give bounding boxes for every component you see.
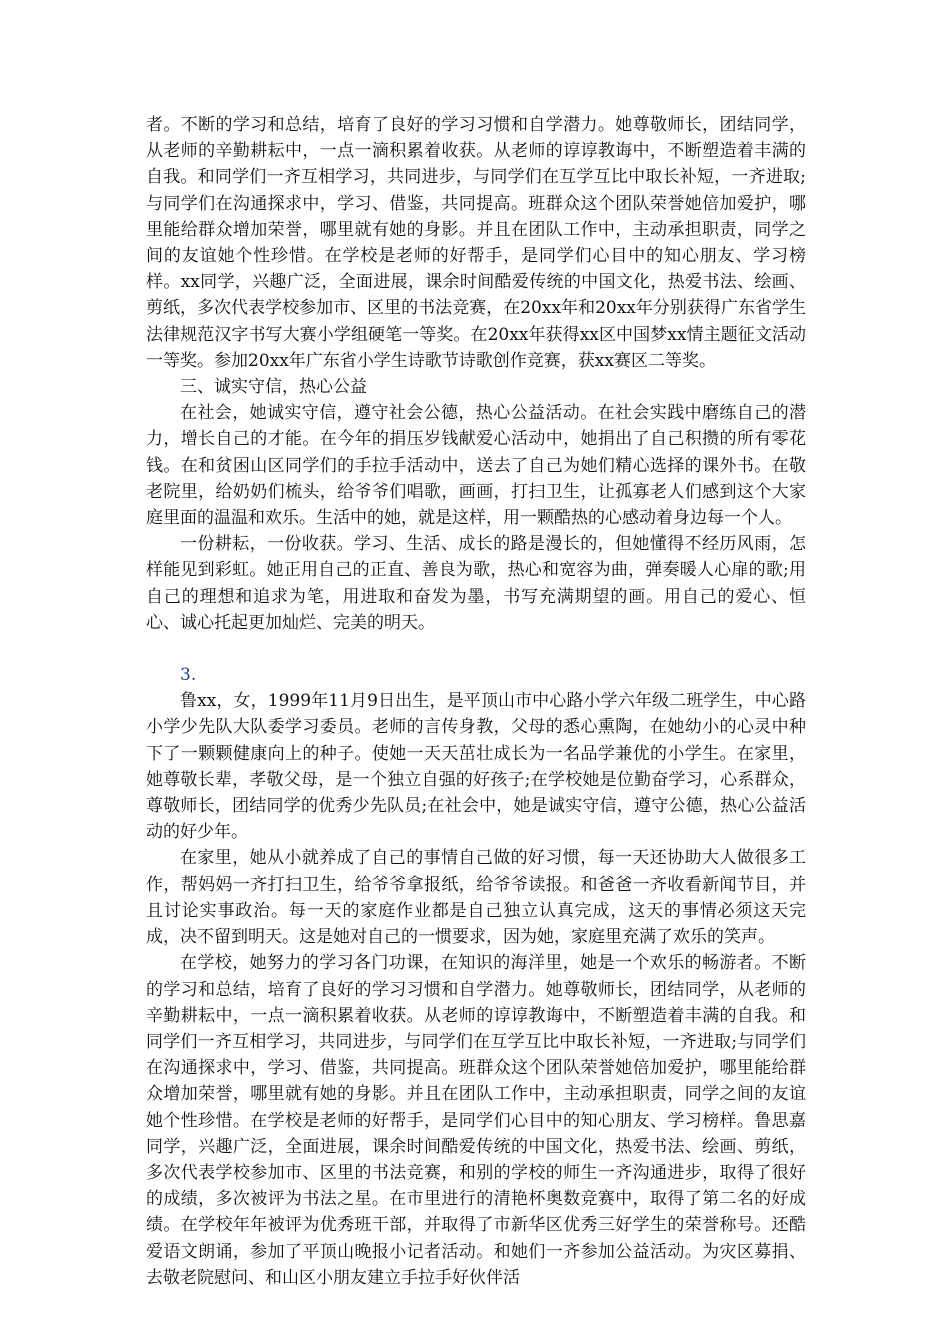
document-page [146, 112, 806, 1291]
paragraph-home: 在家里，她从小就养成了自己的事情自己做的好习惯，每一天还协助大人做很多工作，帮妈妈一齐打扫卫生，给爷爷拿报纸，给爷爷读报。和爸爸一齐收看新闻节目，并且讨论实事政治。每一天的家庭作业都是自己独立认真完成，这天的事情必须这天完成，决不留到明天。这是她对自己的一惯要求，因为她，家庭里充满了欢乐的笑声。 [146, 848, 806, 948]
section-number: 3. [180, 665, 197, 686]
paragraph-society: 在社会，她诚实守信，遵守社会公德，热心公益活动。在社会实践中磨练自己的潜力，增长自己的才能。在今年的捐压岁钱献爱心活动中，她捐出了自己积攒的所有零花钱。在和贫困山区同学们的手拉手活动中，送去了自己为她们精心选择的课外书。在敬老院里，给奶奶们梳头，给爷爷们唱歌，画画，打扫卫生，让孤寡老人们感到这个大家庭里面的温温和欢乐。生活中的她，就是这样，用一颗酷热的心感动着身边每一个人。 [146, 403, 806, 529]
section-heading-3: 三、诚实守信，热心公益 [180, 377, 367, 398]
paragraph-conclusion: 一份耕耘，一份收获。学习、生活、成长的路是漫长的，但她懂得不经历风雨，怎样能见到彩虹。她正用自己的正直、善良为歌，热心和宽容为曲，弹奏暖人心扉的歌;用自己的理想和追求为笔，用进取和奋发为墨，书写充满期望的画。用自己的爱心、恒心、诚心托起更加灿烂、完美的明天。 [146, 534, 806, 633]
paragraph-school: 在学校，她努力的学习各门功课，在知识的海洋里，她是一个欢乐的畅游者。不断的学习和总结，培育了良好的学习习惯和自学潜力。她尊敬师长，团结同学，从老师的辛勤耕耘中，一点一滴积累着收获。从老师的谆谆教诲中，不断塑造着丰满的自我。和同学们一齐互相学习，共同进步，与同学们在互学互比中取长补短，一齐进取;与同学们在沟通探求中，学习、借鉴，共同提高。班群众这个团队荣誉她倍加爱护，哪里能给群众增加荣誉，哪里就有她的身影。并且在团队工作中，主动承担职责，同学之间的友谊她个性珍惜。在学校是老师的好帮手，是同学们心目中的知心朋友、学习榜样。鲁思嘉同学，兴趣广泛，全面进展，课余时间酷爱传统的中国文化，热爱书法、绘画、剪纸，多次代表学校参加市、区里的书法竞赛，和别的学校的师生一齐沟通进步，取得了很好的成绩，多次被评为书法之星。在市里进行的清艳杯奥数竞赛中，取得了第二名的好成绩。在学校年年被评为优秀班干部，并取得了市新华区优秀三好学生的荣誉称号。还酷爱语文朗诵，参加了平顶山晚报小记者活动。和她们一齐参加公益活动。为灾区募捐、去敬老院慰问、和山区小朋友建立手拉手好伙伴活 [146, 953, 806, 1288]
paragraph-intro: 鲁xx，女，1999年11月9日出生，是平顶山市中心路小学六年级二班学生，中心路小学少先队大队委学习委员。老师的言传身教，父母的悉心熏陶，在她幼小的心灵中种下了一颗颗健康向上的种子。使她一天天茁壮成长为一名品学兼优的小学生。在家里，她尊敬长辈，孝敬父母，是一个独立自强的好孩子;在学校她是位勤奋学习，心系群众，尊敬师长，团结同学的优秀少先队员;在社会中，她是诚实守信，遵守公德，热心公益活动的好少年。 [146, 691, 806, 843]
paragraph-continuation: 者。不断的学习和总结，培育了良好的学习习惯和自学潜力。她尊敬师长，团结同学，从老师的辛勤耕耘中，一点一滴积累着收获。从老师的谆谆教诲中，不断塑造着丰满的自我。和同学们一齐互相学习，共同进步，与同学们在互学互比中取长补短，一齐进取;与同学们在沟通探求中，学习、借鉴，共同提高。班群众这个团队荣誉她倍加爱护，哪里能给群众增加荣誉，哪里就有她的身影。并且在团队工作中，主动承担职责，同学之间的友谊她个性珍惜。在学校是老师的好帮手，是同学们心目中的知心朋友、学习榜样。xx同学，兴趣广泛，全面进展，课余时间酷爱传统的中国文化，热爱书法、绘画、剪纸，多次代表学校参加市、区里的书法竞赛，在20xx年和20xx年分别获得广东省学生法律规范汉字书写大赛小学组硬笔一等奖。在20xx年获得xx区中国梦xx情主题征文活动一等奖。参加20xx年广东省小学生诗歌节诗歌创作竞赛，获xx赛区二等奖。 [146, 115, 806, 371]
